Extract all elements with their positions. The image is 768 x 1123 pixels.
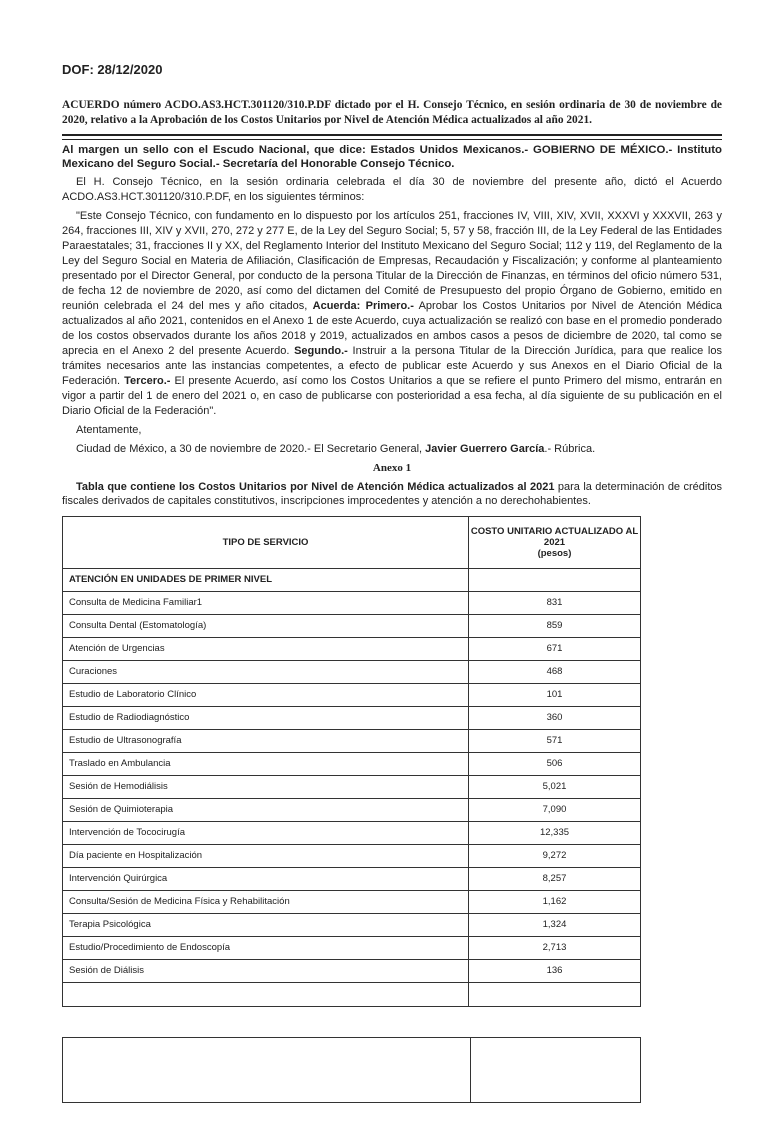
continuation-table — [62, 1037, 641, 1103]
unit-cost: 8,257 — [469, 868, 641, 891]
caption-text: para la determinación de créditos fiscales derivados de capitales constitutivos, inscripciones improcedentes y atención a no derechohabientes. — [62, 481, 722, 507]
unit-cost: 1,324 — [469, 914, 641, 937]
body-bold: Acuerda: Primero.- — [312, 300, 414, 312]
unit-cost: 468 — [469, 661, 641, 684]
service-name: Curaciones — [63, 661, 469, 684]
closing: Atentamente, — [76, 424, 142, 436]
table-row-empty — [63, 983, 641, 1007]
unit-cost: 7,090 — [469, 799, 641, 822]
unit-cost: 9,272 — [469, 845, 641, 868]
empty-cell — [471, 1038, 641, 1103]
divider — [62, 134, 722, 136]
service-name: Sesión de Hemodiálisis — [63, 776, 469, 799]
body-text: "Este Consejo Técnico, con fundamento en lo dispuesto por los artículos 251, fracciones IV, VIII, XIV, XVII, XXXVI y XXXVII, 263 y 264, fracciones III, XIV y XVII, 270, 272 y 277 E, de la Ley del Seguro Social; 5, 57 y 58, fracción III, de la Ley Federal de las Entidades Paraestatales; 31, fracciones II y XX, del Reglamento Interior del Instituto Mexicano del Seguro Social; 112 y 119, del Reglamento de la Ley del Seguro Social en Materia de Afiliación, Clasificación de Empresas, Recaudación y Fiscalización; y conforme al planteamiento presentado por el Director General, por conducto de la persona Titular de la Dirección de Finanzas, en términos del oficio número 531, de fecha 12 de noviembre de 2020, así como del dictamen del Comité de Presupuesto del propio Órgano de Gobierno, emitido en reunión celebrada el 24 del mes y año citados, — [62, 210, 722, 312]
unit-cost: 101 — [469, 684, 641, 707]
unit-cost: 5,021 — [469, 776, 641, 799]
service-name: Traslado en Ambulancia — [63, 753, 469, 776]
table-header-row — [63, 517, 641, 569]
unit-cost: 506 — [469, 753, 641, 776]
service-name: Consulta/Sesión de Medicina Física y Rehabilitación — [63, 891, 469, 914]
table-caption — [62, 480, 722, 508]
empty-cell — [469, 569, 641, 592]
signature-text: .- Rúbrica. — [544, 443, 596, 455]
table-row — [63, 684, 641, 707]
unit-cost: 136 — [469, 960, 641, 983]
unit-cost: 2,713 — [469, 937, 641, 960]
header-cost — [469, 517, 641, 569]
empty-cell — [469, 983, 641, 1007]
unit-cost: 859 — [469, 615, 641, 638]
unit-cost: 12,335 — [469, 822, 641, 845]
section-row — [63, 569, 641, 592]
service-name: Intervención de Tococirugía — [63, 822, 469, 845]
header-cost-label: COSTO UNITARIO ACTUALIZADO AL 2021 — [470, 526, 639, 548]
table-row — [63, 753, 641, 776]
caption-bold: Tabla que contiene los Costos Unitarios por Nivel de Atención Médica actualizados al 2021 — [76, 481, 555, 493]
empty-cell — [63, 983, 469, 1007]
service-name: Estudio de Radiodiagnóstico — [63, 707, 469, 730]
table-row — [63, 592, 641, 615]
table-row — [63, 960, 641, 983]
signature-text: Ciudad de México, a 30 de noviembre de 2020.- El Secretario General, — [76, 443, 426, 455]
body-bold: Tercero.- — [124, 375, 171, 387]
table-row — [63, 799, 641, 822]
signatory-name: Javier Guerrero García — [425, 443, 545, 455]
body-text: El presente Acuerdo, así como los Costos Unitarios a que se refiere el punto Primero del mismo, entrarán en vigor a partir del 1 de enero del 2021 o, en caso de publicarse con posterioridad a esa fecha, al día siguiente de su publicación en el Diario Oficial de la Federación". — [62, 375, 722, 417]
service-name: Intervención Quirúrgica — [63, 868, 469, 891]
table-row — [63, 707, 641, 730]
body-bold: Segundo.- — [294, 345, 348, 357]
table-row — [63, 615, 641, 638]
section-label: ATENCIÓN EN UNIDADES DE PRIMER NIVEL — [63, 569, 469, 592]
table-row — [63, 937, 641, 960]
table-row — [63, 845, 641, 868]
unit-costs-table — [62, 516, 641, 1007]
unit-cost: 1,162 — [469, 891, 641, 914]
unit-cost: 671 — [469, 638, 641, 661]
unit-cost: 360 — [469, 707, 641, 730]
annex-heading: Anexo 1 — [372, 462, 412, 474]
service-name: Consulta de Medicina Familiar1 — [63, 592, 469, 615]
service-name: Estudio de Ultrasonografía — [63, 730, 469, 753]
signature-line — [62, 442, 722, 457]
table-body — [63, 569, 641, 983]
body-text: Instruir a la persona Titular de la Dirección Jurídica, para que realice los trámites necesarios ante las instancias competentes, a efecto de publicar este Acuerdo y sus Anexos en el Diario Oficial de la Federación. — [62, 345, 722, 387]
document-title: ACUERDO número ACDO.AS3.HCT.301120/310.P.DF dictado por el H. Consejo Técnico, en sesión ordinaria de 30 de noviembre de 2020, relativo a la Aprobación de los Costos Unitarios por Nivel de Atención Médica actualizados al año 2021. — [62, 99, 722, 126]
table-row — [63, 914, 641, 937]
service-name: Terapia Psicológica — [63, 914, 469, 937]
header-cost-unit: (pesos) — [537, 548, 572, 559]
table-row — [63, 776, 641, 799]
intro-paragraph: El H. Consejo Técnico, en la sesión ordinaria celebrada el día 30 de noviembre del presente año, dictó el Acuerdo ACDO.AS3.HCT.301120/310.P.DF, en los siguientes términos: — [62, 176, 722, 203]
service-name: Estudio de Laboratorio Clínico — [63, 684, 469, 707]
service-name: Sesión de Quimioterapia — [63, 799, 469, 822]
table-row — [63, 891, 641, 914]
divider — [62, 139, 722, 140]
service-name: Día paciente en Hospitalización — [63, 845, 469, 868]
unit-cost: 571 — [469, 730, 641, 753]
body-text: Aprobar los Costos Unitarios por Nivel de Atención Médica actualizados al año 2021, contenidos en el Anexo 1 de este Acuerdo, cuya actualización se realizó con base en el promedio ponderado de los costos observados durante los años 2018 y 2019, actualizados en ambos casos a pesos de diciembre de 2020, tal como se aprecia en el Anexo 2 del presente Acuerdo. — [62, 300, 722, 357]
empty-cell — [63, 1038, 471, 1103]
table-row — [63, 638, 641, 661]
seal-description: Al margen un sello con el Escudo Nacional, que dice: Estados Unidos Mexicanos.- GOBIERNO DE MÉXICO.- Instituto Mexicano del Seguro Social.- Secretaría del Honorable Consejo Técnico. — [62, 144, 722, 170]
table-row — [63, 1038, 641, 1103]
service-name: Sesión de Diálisis — [63, 960, 469, 983]
table-row — [63, 868, 641, 891]
service-name: Consulta Dental (Estomatología) — [63, 615, 469, 638]
header-service: TIPO DE SERVICIO — [63, 517, 469, 569]
unit-cost: 831 — [469, 592, 641, 615]
table-row — [63, 661, 641, 684]
table-row — [63, 730, 641, 753]
table-row — [63, 822, 641, 845]
service-name: Atención de Urgencias — [63, 638, 469, 661]
service-name: Estudio/Procedimiento de Endoscopía — [63, 937, 469, 960]
dof-date: DOF: 28/12/2020 — [62, 62, 163, 77]
agreement-body — [62, 209, 722, 419]
